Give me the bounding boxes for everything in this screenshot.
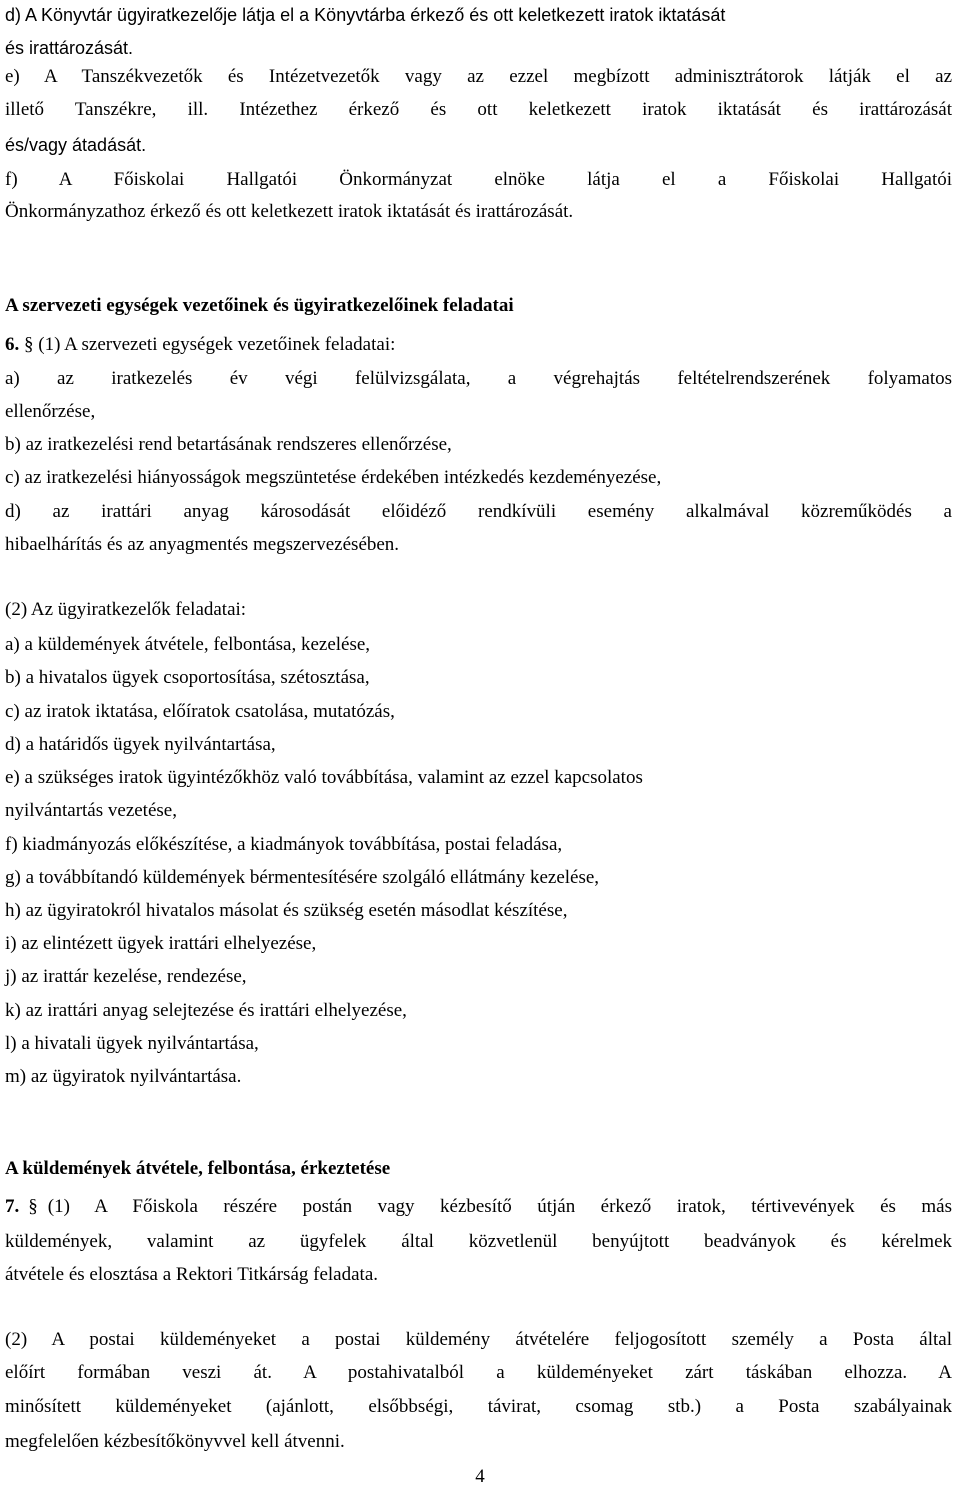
text-line: e) A Tanszékvezetők és Intézetvezetők vagy az ezzel megbízott adminisztrátorok látják el az [5, 66, 952, 87]
list-item: d) az irattári anyag károsodását előidéző rendkívüli esemény alkalmával közreműködés a [5, 501, 952, 522]
section-sign: § [24, 334, 34, 355]
text-line: és irattározását. [5, 38, 134, 58]
text-line: küldemények, valamint az ügyfelek által közvetlenül benyújtott beadványok és kérelmek [5, 1231, 952, 1252]
paragraph-6-intro [5, 333, 952, 357]
section-number: 6. [5, 334, 20, 355]
list-item: m) az ügyiratok nyilvántartása. [5, 1066, 242, 1087]
text-line: minősített küldeményeket (ajánlott, elsőbbségi, távirat, csomag stb.) a Posta szabályainak [5, 1396, 952, 1417]
list-item: l) a hivatali ügyek nyilvántartása, [5, 1033, 259, 1054]
section-heading: A szervezeti egységek vezetőinek és ügyiratkezelőinek feladatai [5, 295, 514, 316]
page-number: 4 [475, 1466, 485, 1487]
list-item: ellenőrzése, [5, 401, 96, 422]
list-item: i) az elintézett ügyek irattári elhelyezése, [5, 933, 317, 954]
list-item: d) a határidős ügyek nyilvántartása, [5, 734, 276, 755]
list-item: hibaelhárítás és az anyagmentés megszervezésében. [5, 534, 400, 555]
list-item: nyilvántartás vezetése, [5, 800, 177, 821]
list-item: a) az iratkezelés év végi felülvizsgálata, a végrehajtás feltételrendszerének folyamatos [5, 368, 952, 389]
list-item: k) az irattári anyag selejtezése és irattári elhelyezése, [5, 1000, 407, 1021]
section-number: 7. [5, 1196, 20, 1217]
text-line: Önkormányzathoz érkező és ott keletkezett iratok iktatását és irattározását. [5, 201, 574, 222]
list-item: e) a szükséges iratok ügyintézőkhöz való továbbítása, valamint az ezzel kapcsolatos [5, 767, 643, 788]
section-heading: A küldemények átvétele, felbontása, érkeztetése [5, 1158, 391, 1179]
list-item: h) az ügyiratokról hivatalos másolat és szükség esetén másodlat készítése, [5, 900, 568, 921]
text-line: megfelelően kézbesítőkönyvvel kell átvenni. [5, 1431, 345, 1452]
paragraph-7-first-line [5, 1195, 952, 1219]
text-line: (2) A postai küldeményeket a postai küldemény átvételére feljogosított személy a Posta által [5, 1329, 952, 1350]
text-line: f) A Főiskolai Hallgatói Önkormányzat elnöke látja el a Főiskolai Hallgatói [5, 169, 952, 190]
list-item: c) az iratok iktatása, előíratok csatolása, mutatózás, [5, 701, 395, 722]
list-item: b) az iratkezelési rend betartásának rendszeres ellenőrzése, [5, 434, 452, 455]
section-sign: § [28, 1196, 38, 1217]
text-line: átvétele és elosztása a Rektori Titkárság feladata. [5, 1264, 379, 1285]
paragraph-6-2-intro: (2) Az ügyiratkezelők feladatai: [5, 599, 247, 620]
list-item: b) a hivatalos ügyek csoportosítása, szétosztása, [5, 667, 370, 688]
text-line: és/vagy átadását. [5, 135, 147, 155]
text-line: előírt formában veszi át. A postahivatalból a küldeményeket zárt táskában elhozza. A [5, 1362, 952, 1383]
text-line: d) A Könyvtár ügyiratkezelője látja el a Könyvtárba érkező és ott keletkezett iratok iktatását [5, 5, 726, 25]
paragraph-text: (1) A Főiskola részére postán vagy kézbesítő útján érkező iratok, tértivevények és más [47, 1196, 952, 1217]
list-item: a) a küldemények átvétele, felbontása, kezelése, [5, 634, 371, 655]
list-item: f) kiadmányozás előkészítése, a kiadmányok továbbítása, postai feladása, [5, 834, 563, 855]
list-item: c) az iratkezelési hiányosságok megszüntetése érdekében intézkedés kezdeményezése, [5, 467, 662, 488]
list-item: g) a továbbítandó küldemények bérmentesítésére szolgáló ellátmány kezelése, [5, 867, 600, 888]
text-line: illető Tanszékre, ill. Intézethez érkező és ott keletkezett iratok iktatását és irattározását [5, 99, 952, 120]
list-item: j) az irattár kezelése, rendezése, [5, 966, 247, 987]
intro-text: (1) A szervezeti egységek vezetőinek feladatai: [38, 334, 396, 355]
